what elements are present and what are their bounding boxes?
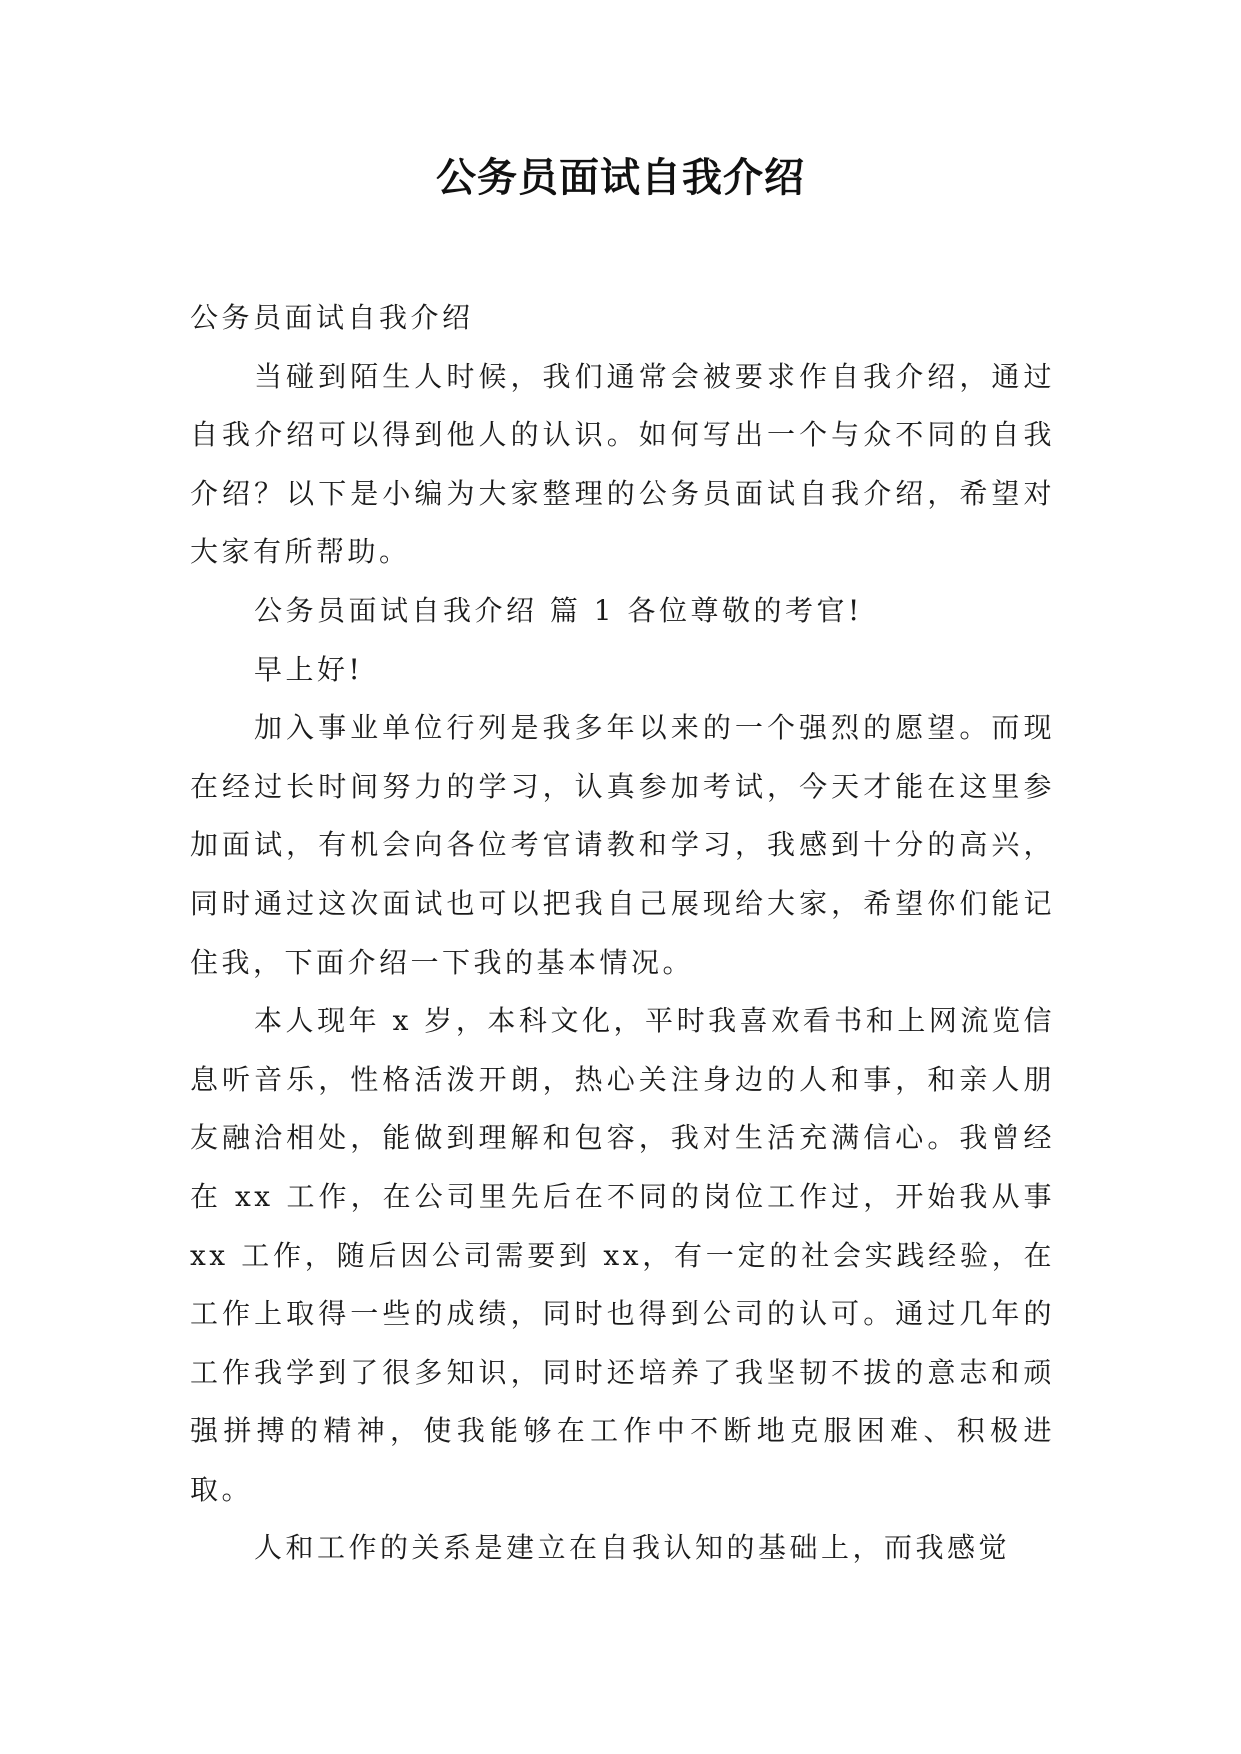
document-body (190, 289, 1055, 1578)
paragraph-heading: 公务员面试自我介绍 (190, 301, 474, 334)
paragraph: 早上好! (254, 652, 364, 686)
paragraph: 当碰到陌生人时候，我们通常会被要求作自我介绍，通过自我介绍可以得到他人的认识。如何写出一个与众不同的自我介绍？以下是小编为大家整理的公务员面试自我介绍，希望对大家有所帮助。 (190, 359, 1055, 569)
paragraph: 公务员面试自我介绍 篇 1 各位尊敬的考官! (254, 593, 863, 627)
paragraph: 加入事业单位行列是我多年以来的一个强烈的愿望。而现在经过长时间努力的学习，认真参加考试，今天才能在这里参加面试，有机会向各位考官请教和学习，我感到十分的高兴，同时通过这次面试也可以把我自己展现给大家，希望你们能记住我，下面介绍一下我的基本情况。 (190, 711, 1055, 979)
document-title: 公务员面试自我介绍 (436, 155, 805, 201)
paragraph: 本人现年 x 岁，本科文化，平时我喜欢看书和上网流览信息听音乐，性格活泼开朗，热心关注身边的人和事，和亲人朋友融洽相处，能做到理解和包容，我对生活充满信心。我曾经在 xx 工作，在公司里先后在不同的岗位工作过，开始我从事 xx 工作，随后因公司需要到 xx，有一定的社会实践经验，在工作上取得一些的成绩，同时也得到公司的认可。通过几年的工作我学到了很多知识，同时还培养了我坚韧不拔的意志和顽强拼搏的精神，使我能够在工作中不断地克服困难、积极进取。 (190, 1004, 1055, 1506)
paragraph: 人和工作的关系是建立在自我认知的基础上，而我感觉 (254, 1531, 1011, 1565)
